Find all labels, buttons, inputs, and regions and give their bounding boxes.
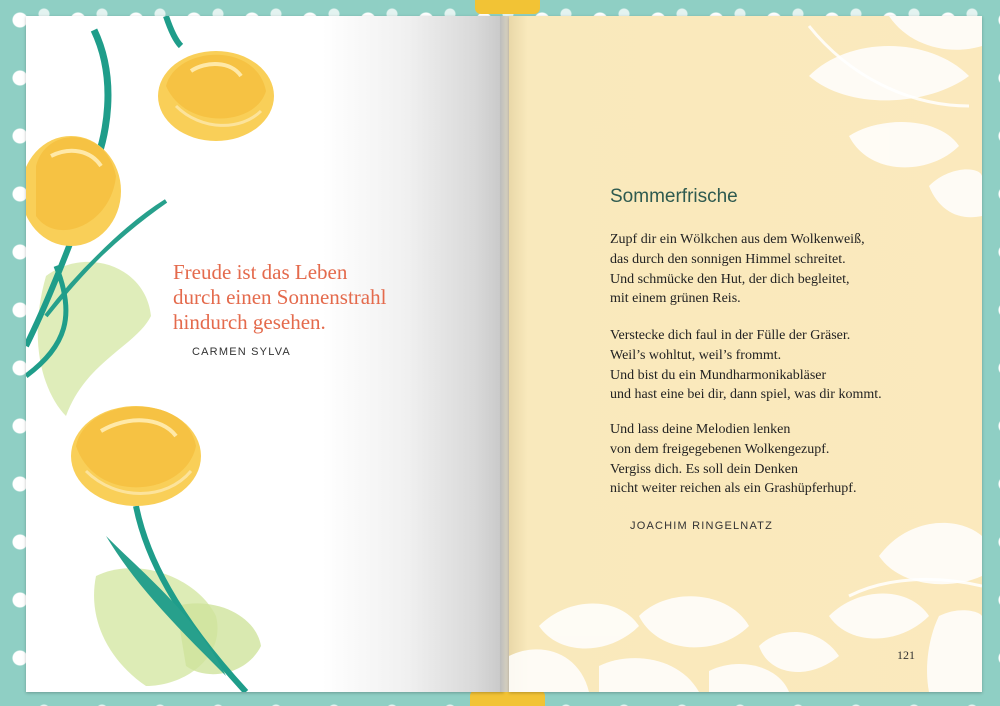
poem-line: Weil’s wohltut, weil’s frommt. — [610, 347, 782, 363]
poem-line: Vergiss dich. Es soll dein Denken — [610, 461, 798, 477]
quote-line: hindurch gesehen. — [173, 310, 326, 334]
quote — [173, 260, 473, 335]
quote-line: Freude ist das Leben — [173, 260, 348, 284]
poem-line: Und schmücke den Hut, der dich begleitet, — [610, 271, 850, 287]
stanza — [610, 420, 960, 499]
poem-line: mit einem grünen Reis. — [610, 291, 741, 307]
quote-line: durch einen Sonnenstrahl — [173, 285, 387, 309]
left-page — [26, 16, 504, 692]
poem-line: Und lass deine Melodien lenken — [610, 422, 791, 437]
poem-line: nicht weiter reichen als ein Grashüpferhupf. — [610, 481, 857, 497]
book-spine-top — [475, 0, 540, 14]
poem-line: das durch den sonnigen Himmel schreitet. — [610, 251, 846, 267]
right-page — [509, 16, 982, 692]
poem-line: und hast eine bei dir, dann spiel, was dir kommt. — [610, 387, 882, 403]
quote-author: CARMEN SYLVA — [192, 346, 291, 358]
poem-line: Zupf dir ein Wölkchen aus dem Wolkenweiß, — [610, 232, 865, 247]
poem-author: JOACHIM RINGELNATZ — [630, 520, 774, 532]
page-number: 121 — [897, 648, 915, 662]
book-spine-bottom — [470, 690, 545, 706]
poem-line: von dem freigegebenen Wolkengezupf. — [610, 441, 830, 457]
poem-line: Und bist du ein Mundharmonikabläser — [610, 367, 827, 383]
poem-line: Verstecke dich faul in der Fülle der Gräser. — [610, 328, 851, 343]
stanza — [610, 326, 960, 405]
stanza — [610, 230, 960, 309]
poem-title: Sommerfrische — [610, 186, 738, 207]
